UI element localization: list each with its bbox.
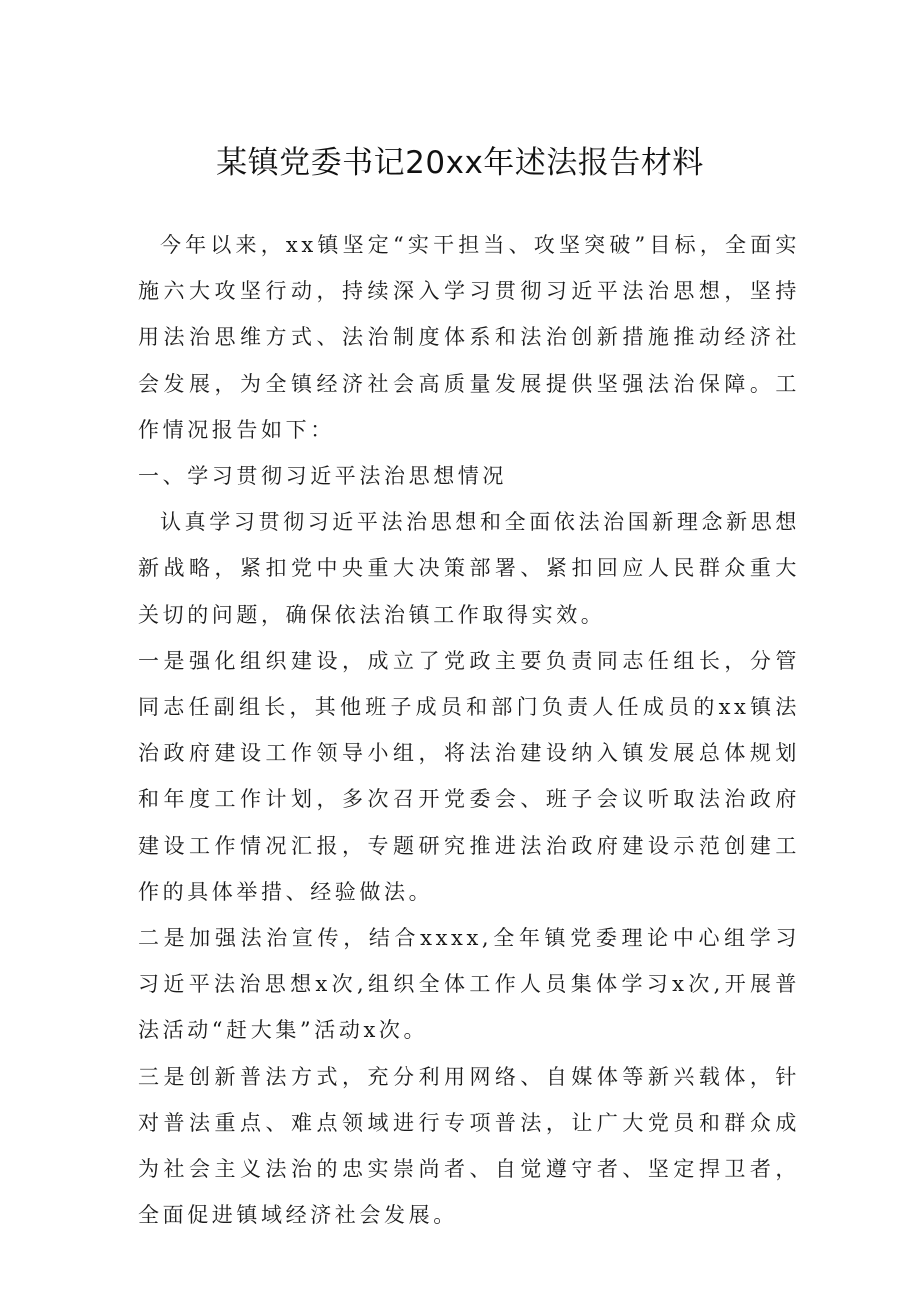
section-intro-paragraph: 认真学习贯彻习近平法治思想和全面依法治国新理念新思想新战略，紧扣党中央重大决策部署、紧扣回应人民群众重大关切的问题，确保依法治镇工作取得实效。: [138, 510, 800, 627]
section-heading: 一、学习贯彻习近平法治思想情况: [138, 464, 507, 489]
point-three-paragraph: 三是创新普法方式，充分利用网络、自媒体等新兴载体，针对普法重点、难点领域进行专项普法，让广大党员和群众成为社会主义法治的忠实崇尚者、自觉遵守者、坚定捍卫者，全面促进镇域经济社会发展。: [138, 1064, 800, 1228]
point-two-paragraph: 二是加强法治宣传，结合xxxx,全年镇党委理论中心组学习习近平法治思想x次,组织全体工作人员集体学习x次,开展普法活动“赶大集”活动x次。: [138, 926, 800, 1043]
point-one-paragraph: 一是强化组织建设，成立了党政主要负责同志任组长，分管同志任副组长，其他班子成员和部门负责人任成员的xx镇法治政府建设工作领导小组，将法治建设纳入镇发展总体规划和年度工作计划，多次召开党委会、班子会议听取法治政府建设工作情况汇报，专题研究推进法治政府建设示范创建工作的具体举措、经验做法。: [138, 648, 800, 904]
document-body: [138, 222, 800, 1238]
intro-paragraph: 今年以来，xx镇坚定“实干担当、攻坚突破”目标，全面实施六大攻坚行动，持续深入学习贯彻习近平法治思想，坚持用法治思维方式、法治制度体系和法治创新措施推动经济社会发展，为全镇经济社会高质量发展提供坚强法治保障。工作情况报告如下：: [138, 233, 800, 442]
document-title: 某镇党委书记20xx年述法报告材料: [216, 145, 704, 181]
